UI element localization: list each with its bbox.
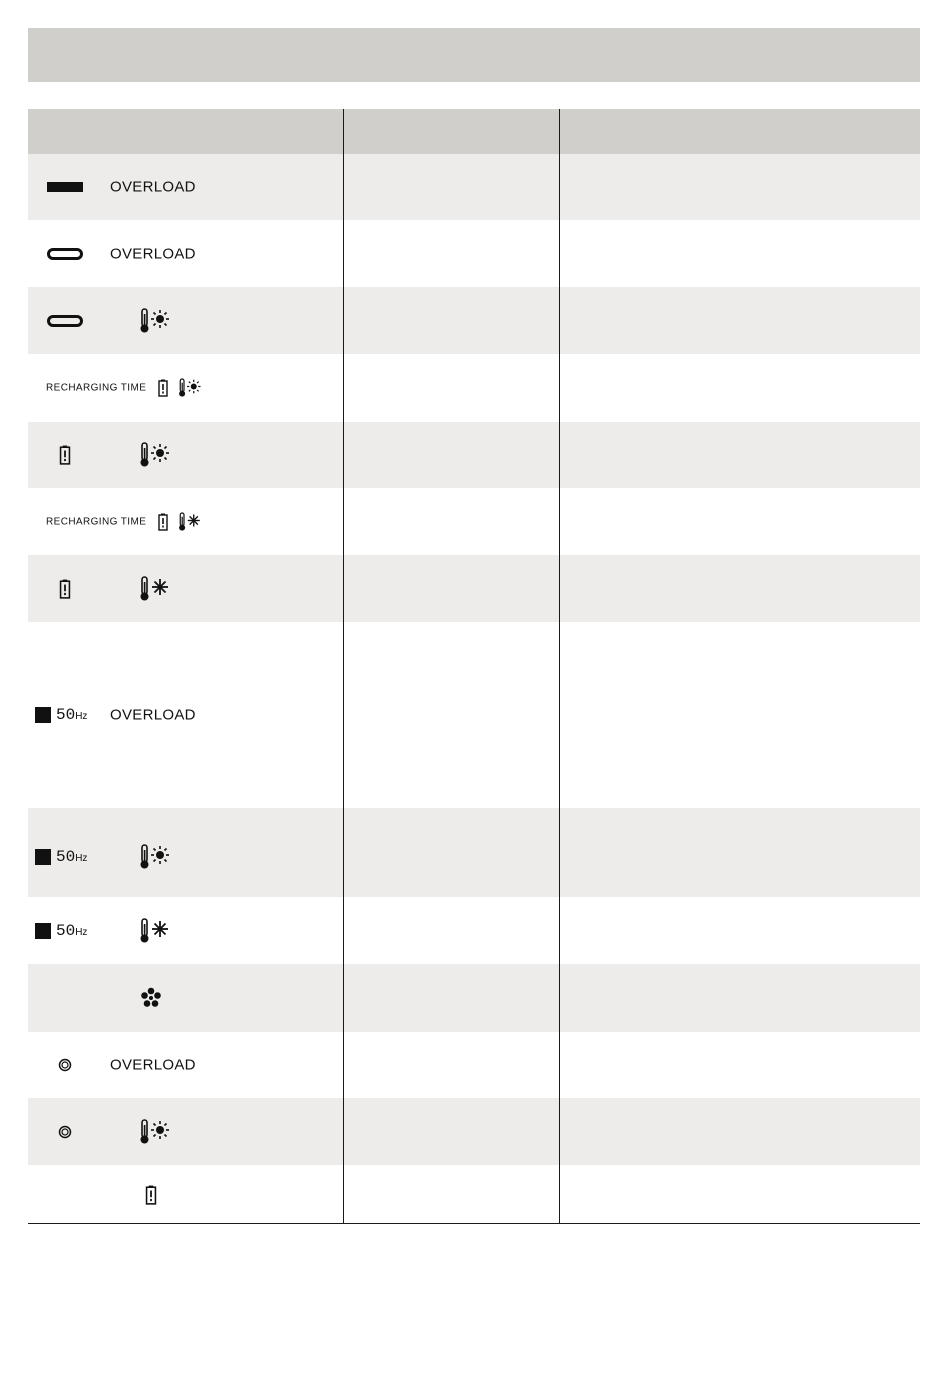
table-row (28, 354, 920, 422)
pill-indicator-icon (47, 248, 83, 260)
ring-icon (58, 1125, 72, 1139)
thermometer-sun-icon (139, 308, 171, 334)
indicator-cell (28, 897, 343, 964)
square-indicator-icon (35, 707, 51, 723)
thermometer-snowflake-icon (139, 576, 171, 602)
thermometer-sun-icon (178, 378, 202, 398)
indicator-cell (28, 1165, 343, 1224)
recharging-time-label: RECHARGING TIME (46, 382, 147, 394)
indicator-cell (28, 964, 343, 1032)
overload-label: OVERLOAD (110, 178, 196, 196)
thermometer-snowflake-icon (178, 512, 202, 532)
overload-label: OVERLOAD (110, 706, 196, 724)
table-row (28, 897, 920, 964)
indicator-cell (28, 1032, 343, 1098)
column-divider (343, 109, 344, 154)
table-row (28, 1098, 920, 1165)
indicator-cell (28, 220, 343, 287)
fan-icon (139, 986, 163, 1010)
overload-label: OVERLOAD (110, 1056, 196, 1074)
indicator-cell (28, 154, 343, 220)
indicator-cell (28, 555, 343, 622)
table-bottom-rule (28, 1223, 920, 1224)
overload-label: OVERLOAD (110, 245, 196, 262)
frequency-readout: 50Hz (56, 706, 88, 724)
table-row (28, 622, 920, 808)
ring-icon (58, 1058, 72, 1072)
battery-warning-icon (158, 379, 168, 397)
table-row (28, 220, 920, 287)
column-divider (559, 109, 560, 154)
table-row (28, 287, 920, 354)
pill-indicator-icon (47, 315, 83, 327)
battery-warning-icon (59, 579, 71, 599)
recharging-time-label: RECHARGING TIME (46, 516, 147, 527)
frequency-readout: 50Hz (56, 921, 88, 940)
indicator-cell (28, 1098, 343, 1165)
square-indicator-icon (35, 849, 51, 865)
indicator-cell (28, 808, 343, 897)
table-row (28, 488, 920, 555)
indicator-cell (28, 622, 343, 808)
thermometer-snowflake-icon (139, 918, 171, 944)
table-row (28, 964, 920, 1032)
indicator-cell (28, 422, 343, 488)
table-header (28, 109, 920, 154)
table-row (28, 808, 920, 897)
square-indicator-icon (35, 923, 51, 939)
indicator-cell (28, 354, 343, 422)
frequency-readout: 50Hz (56, 847, 88, 866)
indicator-table (28, 109, 920, 1224)
battery-warning-icon (59, 445, 71, 465)
battery-warning-icon (158, 513, 168, 531)
page-title-bar (28, 28, 920, 82)
indicator-cell (28, 488, 343, 555)
thermometer-sun-icon (139, 844, 171, 870)
thermometer-sun-icon (139, 442, 171, 468)
table-row (28, 1165, 920, 1224)
indicator-cell (28, 287, 343, 354)
table-row (28, 154, 920, 220)
table-row (28, 422, 920, 488)
table-row (28, 1032, 920, 1098)
battery-warning-icon (145, 1185, 157, 1205)
bar-indicator-icon (47, 182, 83, 192)
table-row (28, 555, 920, 622)
thermometer-sun-icon (139, 1119, 171, 1145)
